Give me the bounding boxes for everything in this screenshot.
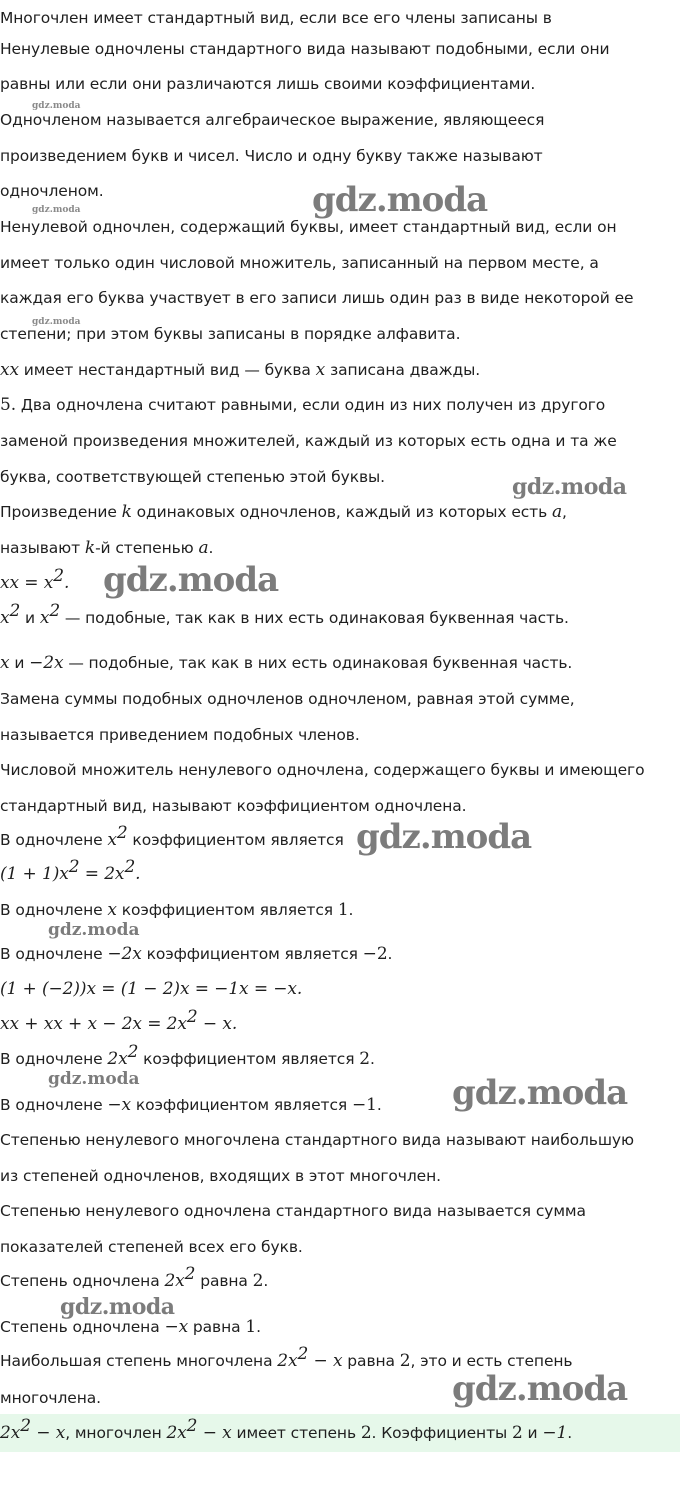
math-line: xx = $x^2$. — [0, 566, 70, 593]
text-line: x и −2x — подобные, так как в них есть одинаковая буквенная часть. — [0, 653, 573, 673]
text-line: Одночленом называется алгебраическое выражение, являющееся — [0, 111, 545, 129]
watermark-logo: gdz.moda — [452, 1369, 628, 1409]
text-line: Степень одночлена −x равна 1. — [0, 1317, 261, 1337]
text-line: $x^2$ и $x^2$ — подобные, так как в них есть одинаковая буквенная часть. — [0, 601, 569, 628]
text-line: Степенью ненулевого одночлена стандартного вида называется сумма — [0, 1202, 586, 1220]
watermark-logo: gdz.moda — [32, 101, 81, 111]
watermark-logo: gdz.moda — [48, 920, 140, 940]
text-line: В одночлене −x коэффициентом является −1. — [0, 1095, 382, 1115]
answer-line: $2x^2 - x$, многочлен $2x^2 - x$ имеет степень 2. Коэффициенты 2 и −1. — [0, 1416, 573, 1443]
text-line: В одночлене $x^2$ коэффициентом является — [0, 823, 344, 850]
text-line: одночленом. — [0, 182, 104, 200]
text-line: каждая его буква участвует в его записи лишь один раз в виде некоторой ее — [0, 289, 634, 307]
text-line: Ненулевой одночлен, содержащий буквы, имеет стандартный вид, если он — [0, 218, 617, 236]
text-line: В одночлене x коэффициентом является 1. — [0, 900, 354, 920]
text-line: xx имеет нестандартный вид — буква x записана дважды. — [0, 360, 481, 380]
text-line: называют k-й степенью a. — [0, 538, 214, 558]
text-line: В одночлене $2x^2$ коэффициентом является 2. — [0, 1042, 375, 1069]
text-line: Степень одночлена $2x^2$ равна 2. — [0, 1264, 269, 1291]
text-line: 5. Два одночлена считают равными, если один из них получен из другого — [0, 395, 606, 415]
text-line: стандартный вид, называют коэффициентом одночлена. — [0, 797, 467, 815]
text-line: Степенью ненулевого многочлена стандартного вида называют наибольшую — [0, 1131, 634, 1149]
watermark-logo: gdz.moda — [103, 560, 279, 600]
watermark-logo: gdz.moda — [512, 474, 627, 500]
text-line: равны или если они различаются лишь своими коэффициентами. — [0, 75, 536, 93]
text-line: многочлена. — [0, 1389, 101, 1407]
watermark-logo: gdz.moda — [312, 180, 488, 220]
text-line: произведением букв и чисел. Число и одну букву также называют — [0, 147, 543, 165]
watermark-logo: gdz.moda — [60, 1294, 175, 1320]
text-line: Произведение k одинаковых одночленов, каждый из которых есть a, — [0, 502, 567, 522]
text-line: имеет только один числовой множитель, записанный на первом месте, а — [0, 254, 599, 272]
watermark-logo: gdz.moda — [356, 817, 532, 857]
text-line: буква, соответствующей степенью этой буквы. — [0, 468, 385, 486]
text-line: Числовой множитель ненулевого одночлена, содержащего буквы и имеющего — [0, 761, 645, 779]
text-line: называется приведением подобных членов. — [0, 726, 360, 744]
text-line: степени; при этом буквы записаны в порядке алфавита. — [0, 325, 461, 343]
text-line: Замена суммы подобных одночленов одночленом, равная этой сумме, — [0, 690, 575, 708]
math-line: $(1 + 1)x^2 = 2x^2$. — [0, 857, 141, 884]
text-line: Ненулевые одночлены стандартного вида называют подобными, если они — [0, 40, 610, 58]
text-line: В одночлене −2x коэффициентом является −2. — [0, 944, 393, 964]
text-line: Многочлен имеет стандартный вид, если все его члены записаны в — [0, 9, 552, 27]
watermark-logo: gdz.moda — [452, 1073, 628, 1113]
watermark-logo: gdz.moda — [48, 1069, 140, 1089]
math-line: (1 + (−2))x = (1 − 2)x = −1x = −x. — [0, 979, 303, 999]
text-line: из степеней одночленов, входящих в этот многочлен. — [0, 1167, 441, 1185]
math-line: xx + xx + $x - 2x = 2x^2 - x$. — [0, 1007, 238, 1034]
text-line: Наибольшая степень многочлена $2x^2 - x$ равна 2, это и есть степень — [0, 1344, 573, 1371]
watermark-logo: gdz.moda — [32, 317, 81, 327]
text-line: заменой произведения множителей, каждый из которых есть одна и та же — [0, 432, 617, 450]
watermark-logo: gdz.moda — [32, 205, 81, 215]
text-line: показателей степеней всех его букв. — [0, 1238, 303, 1256]
